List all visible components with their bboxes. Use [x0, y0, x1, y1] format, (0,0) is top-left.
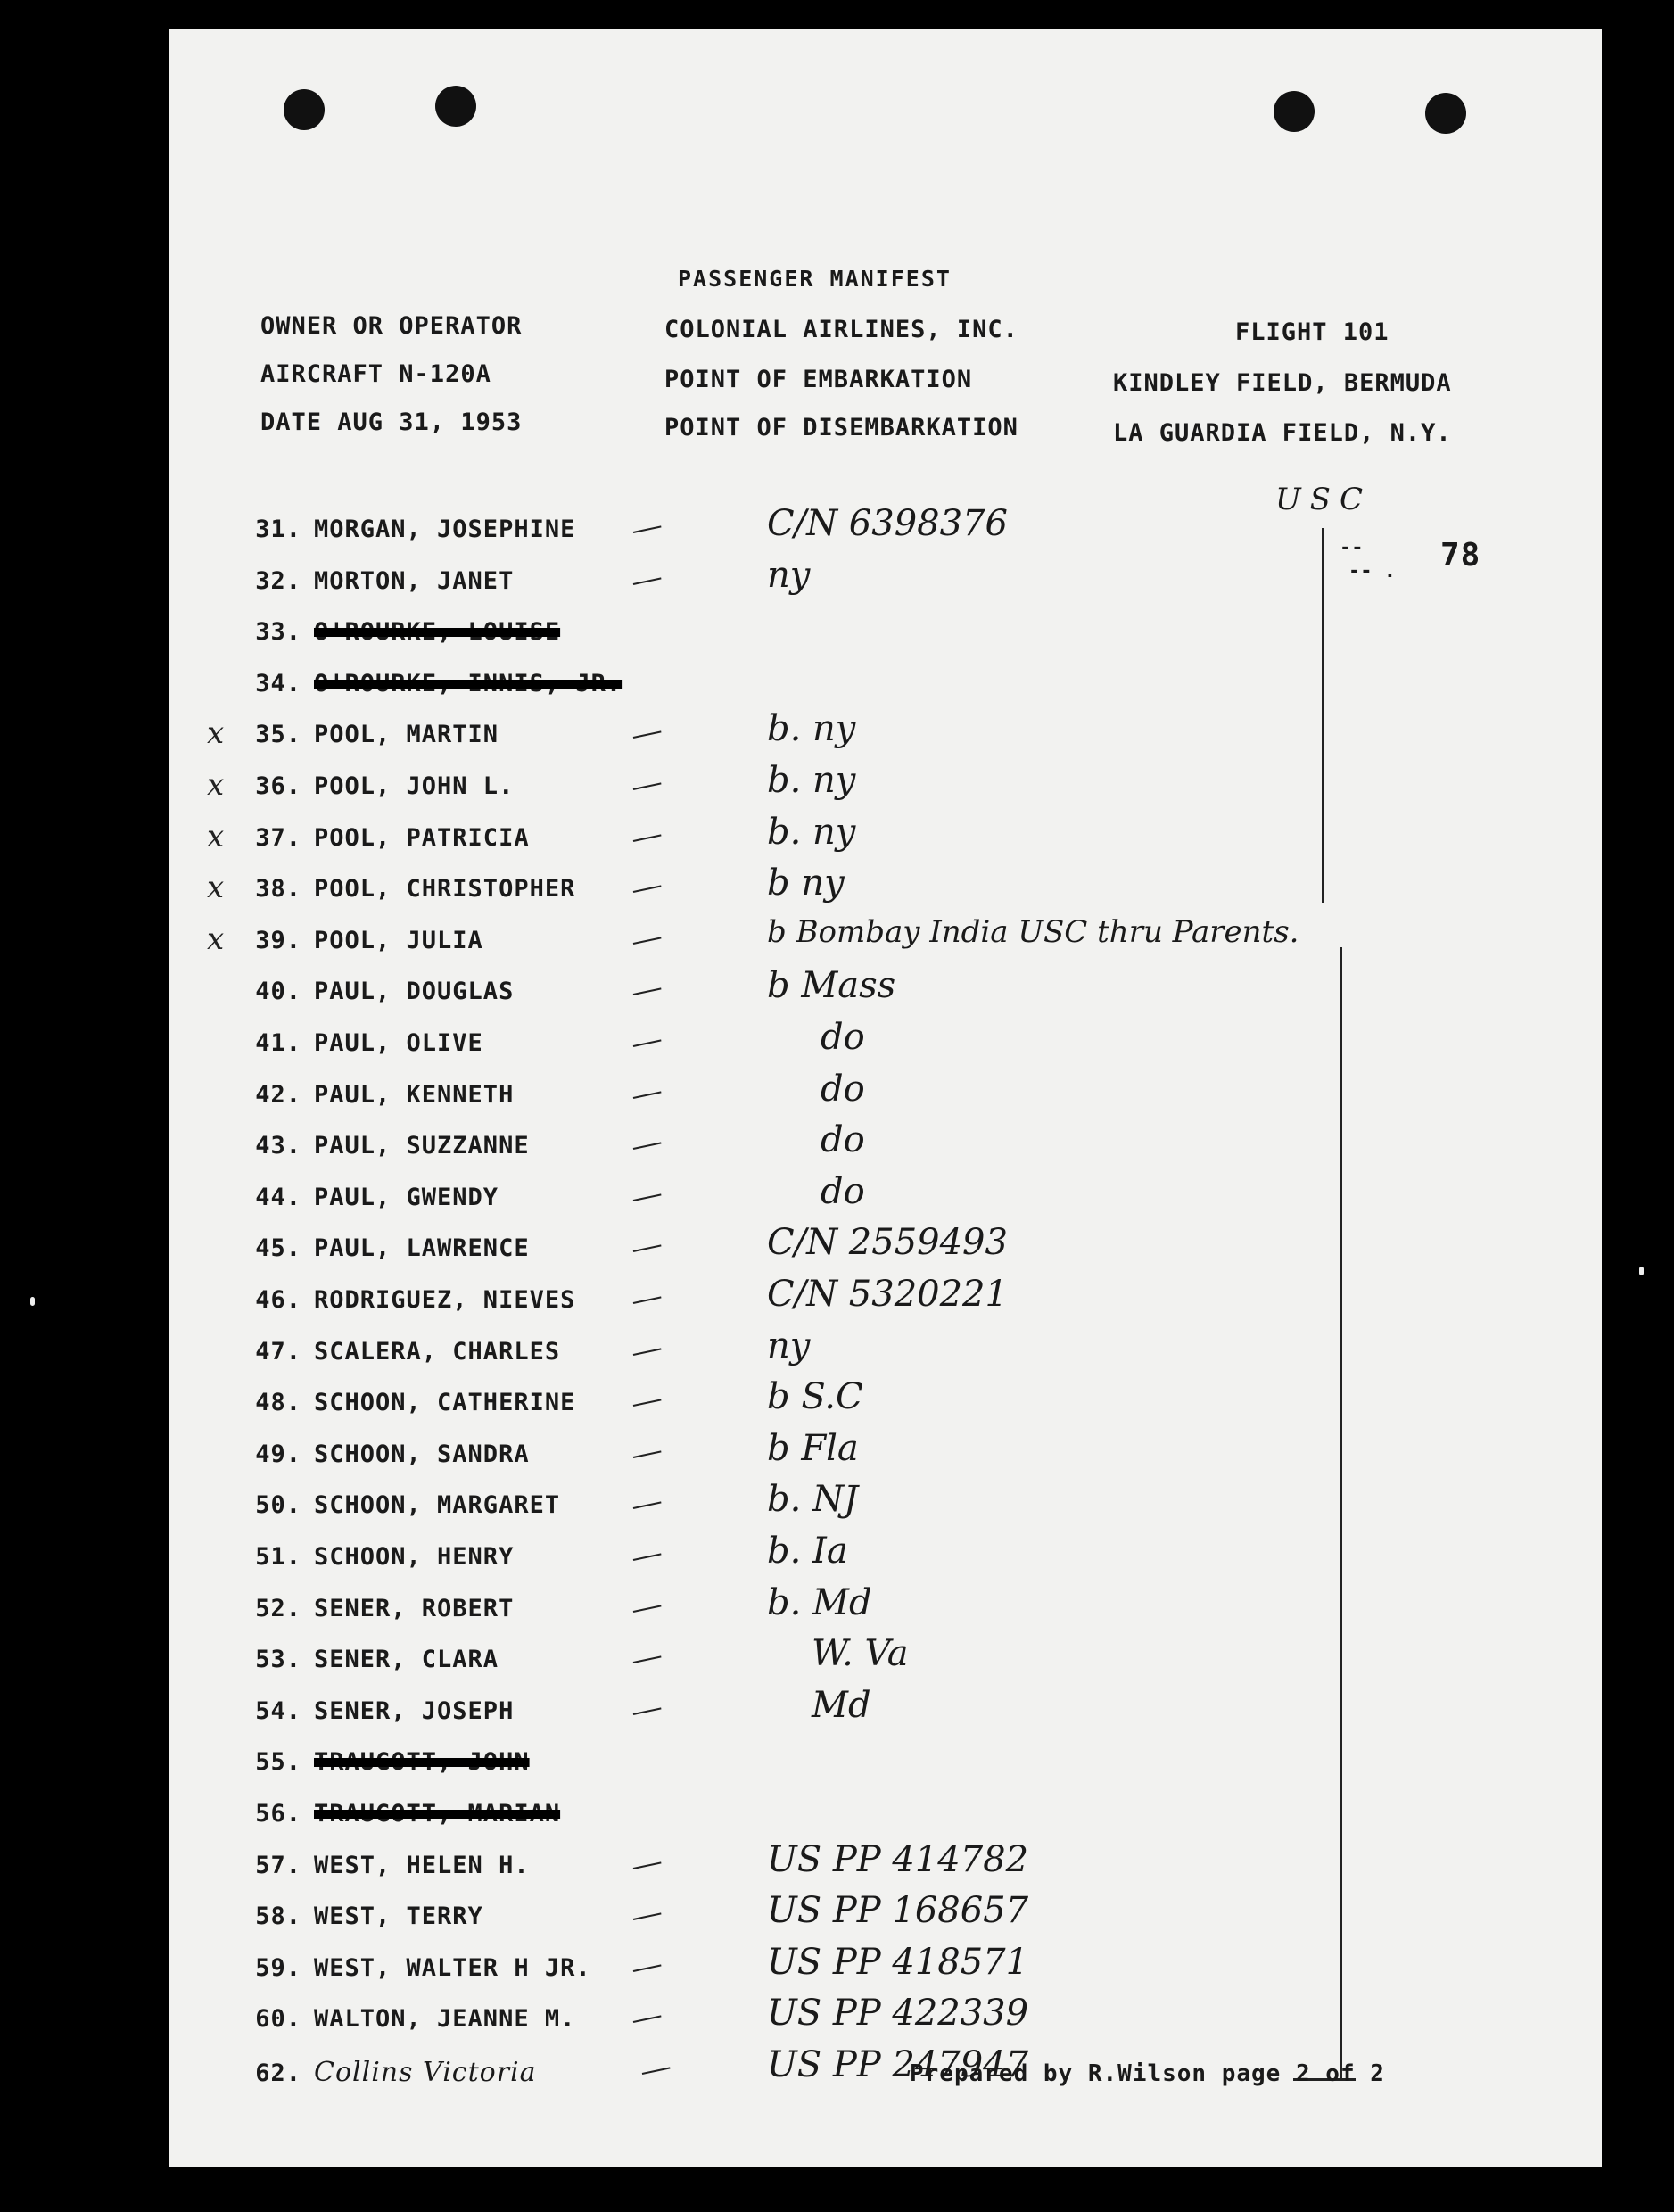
handwritten-note: b. ny [767, 812, 856, 853]
passenger-number: 48. [255, 1389, 301, 1416]
manifest-page [169, 29, 1602, 2167]
passenger-number: 57. [255, 1852, 301, 1879]
embarkation-label: POINT OF EMBARKATION [664, 366, 973, 393]
passenger-row [241, 978, 514, 1005]
handwritten-note: US PP 247947 [767, 2044, 1029, 2085]
passenger-number: 60. [255, 2005, 301, 2033]
passenger-name: PAUL, LAWRENCE [314, 1234, 530, 1262]
handwritten-note: b. Md [767, 1582, 872, 1623]
handwritten-note: do [821, 1171, 865, 1212]
passenger-name: SCALERA, CHARLES [314, 1338, 561, 1366]
passenger-number: 52. [255, 1595, 301, 1622]
check-tick [633, 1707, 662, 1715]
check-tick [633, 1450, 662, 1458]
passenger-name: MORGAN, JOSEPHINE [314, 516, 576, 543]
passenger-row [241, 2057, 537, 2088]
passenger-name: O'ROURKE, INNIS, JR. [314, 670, 623, 697]
check-tick [633, 1912, 662, 1920]
passenger-name: SENER, ROBERT [314, 1595, 515, 1622]
passenger-row [241, 567, 514, 595]
passenger-name: POOL, MARTIN [314, 721, 499, 748]
check-x-mark: x [207, 715, 225, 751]
handwritten-note: US PP 422339 [767, 1993, 1029, 2034]
passenger-name: RODRIGUEZ, NIEVES [314, 1286, 576, 1314]
passenger-name: PAUL, OLIVE [314, 1029, 483, 1057]
date-label: DATE AUG 31, 1953 [260, 409, 523, 436]
passenger-name: SCHOON, HENRY [314, 1543, 515, 1571]
passenger-number: 42. [255, 1081, 301, 1109]
check-tick [633, 525, 662, 533]
passenger-name: POOL, CHRISTOPHER [314, 875, 576, 903]
check-tick [633, 1091, 662, 1099]
handwritten-note: ny [767, 1325, 811, 1366]
passenger-row [241, 516, 575, 543]
handwritten-note: do [821, 1017, 865, 1058]
passenger-name: POOL, PATRICIA [314, 824, 530, 852]
passenger-name: WEST, TERRY [314, 1902, 483, 1930]
handwritten-note: do [821, 1119, 865, 1160]
aircraft-label: AIRCRAFT N-120A [260, 360, 491, 388]
check-tick [633, 1348, 662, 1356]
passenger-name: POOL, JULIA [314, 927, 483, 954]
passenger-row [241, 1286, 575, 1314]
passenger-name: SENER, CLARA [314, 1646, 499, 1673]
check-tick [633, 577, 662, 585]
passenger-name: O'ROURKE, LOUISE [314, 618, 561, 646]
check-tick [633, 937, 662, 945]
passenger-row [241, 1646, 499, 1673]
check-tick [633, 987, 662, 995]
passenger-number: 31. [255, 516, 301, 543]
passenger-row [241, 824, 530, 852]
passenger-name: SENER, JOSEPH [314, 1697, 515, 1725]
handwritten-note: Md [812, 1685, 871, 1726]
passenger-number: 49. [255, 1440, 301, 1468]
passenger-row [241, 1697, 514, 1725]
passenger-name: TRAUGOTT, MARIAN [314, 1800, 561, 1828]
check-tick [633, 730, 662, 739]
usc-annotation: USC [1275, 482, 1372, 517]
check-tick [633, 1039, 662, 1047]
handwritten-note: US PP 414782 [767, 1839, 1029, 1880]
passenger-number: 35. [255, 721, 301, 748]
flight-number: FLIGHT 101 [1235, 318, 1390, 346]
passenger-row [241, 1029, 483, 1057]
passenger-row [241, 1081, 514, 1109]
check-x-mark: x [207, 921, 225, 957]
passenger-number: 38. [255, 875, 301, 903]
passenger-row [241, 875, 575, 903]
check-tick [633, 885, 662, 893]
passenger-name: PAUL, SUZZANNE [314, 1132, 530, 1160]
passenger-name: WALTON, JEANNE M. [314, 2005, 576, 2033]
check-x-mark: x [207, 767, 225, 803]
passenger-number: 51. [255, 1543, 301, 1571]
passenger-name: Collins Victoria [314, 2057, 537, 2088]
check-tick [633, 1399, 662, 1407]
passenger-number: 45. [255, 1234, 301, 1262]
passenger-number: 34. [255, 670, 301, 697]
dash-mark: -- . [1348, 560, 1396, 582]
passenger-number: 54. [255, 1697, 301, 1725]
disembarkation-value: LA GUARDIA FIELD, N.Y. [1113, 419, 1452, 447]
handwritten-note: b. Ia [767, 1531, 848, 1572]
disembarkation-label: POINT OF DISEMBARKATION [664, 414, 1018, 442]
passenger-row [241, 721, 499, 748]
check-tick [633, 1296, 662, 1304]
passenger-row [241, 1543, 514, 1571]
handwritten-note: b. ny [767, 760, 856, 801]
edge-speck [1639, 1267, 1644, 1275]
passenger-name: PAUL, KENNETH [314, 1081, 515, 1109]
handwritten-note: b. ny [767, 708, 856, 749]
check-tick [633, 1655, 662, 1663]
handwritten-note: do [821, 1069, 865, 1110]
check-tick [633, 1501, 662, 1509]
passenger-row [241, 1132, 530, 1160]
handwritten-note: US PP 418571 [767, 1942, 1029, 1983]
punch-hole-right-2 [1425, 93, 1466, 134]
handwritten-note: b Bombay India USC thru Parents. [767, 914, 1299, 950]
edge-speck [30, 1297, 35, 1306]
handwritten-note: C/N 6398376 [767, 503, 1008, 544]
handwritten-note: b Mass [767, 965, 896, 1006]
passenger-row [241, 2005, 575, 2033]
passenger-row [241, 618, 560, 646]
check-x-mark: x [207, 870, 225, 905]
document-title: PASSENGER MANIFEST [678, 266, 952, 292]
passenger-number: 41. [255, 1029, 301, 1057]
check-tick [633, 1605, 662, 1613]
passenger-number: 58. [255, 1902, 301, 1930]
passenger-number: 40. [255, 978, 301, 1005]
passenger-name: MORTON, JANET [314, 567, 515, 595]
passenger-row [241, 1852, 530, 1879]
passenger-number: 33. [255, 618, 301, 646]
passenger-row [241, 1800, 560, 1828]
dash-mark: -- [1340, 537, 1364, 559]
check-tick [633, 1553, 662, 1561]
handwritten-note: C/N 5320221 [767, 1274, 1008, 1315]
handwritten-note: b. NJ [767, 1479, 859, 1520]
check-tick [642, 2067, 671, 2075]
passenger-row [241, 772, 514, 800]
passenger-number: 62. [255, 2059, 301, 2087]
passenger-name: SCHOON, SANDRA [314, 1440, 530, 1468]
passenger-row [241, 1338, 560, 1366]
check-tick [633, 782, 662, 790]
punch-hole-left-2 [435, 86, 476, 127]
check-tick [633, 1142, 662, 1150]
prepared-by-footer: Prepared by R.Wilson page 2 of 2 [910, 2060, 1385, 2087]
passenger-name: TRAUGOTT, JOHN [314, 1748, 530, 1776]
handwritten-note: b Fla [767, 1428, 859, 1469]
passenger-number: 56. [255, 1800, 301, 1828]
passenger-name: SCHOON, MARGARET [314, 1491, 561, 1519]
passenger-number: 46. [255, 1286, 301, 1314]
passenger-row [241, 1389, 575, 1416]
handwritten-note: C/N 2559493 [767, 1222, 1008, 1263]
bracket-line-upper [1322, 528, 1324, 903]
passenger-number: 53. [255, 1646, 301, 1673]
passenger-name: PAUL, DOUGLAS [314, 978, 515, 1005]
passenger-number: 55. [255, 1748, 301, 1776]
passenger-name: WEST, WALTER H JR. [314, 1954, 591, 1982]
handwritten-note: b ny [767, 863, 845, 904]
handwritten-note: W. Va [812, 1633, 909, 1674]
check-x-mark: x [207, 819, 225, 854]
passenger-name: POOL, JOHN L. [314, 772, 515, 800]
passenger-row [241, 927, 483, 954]
passenger-row [241, 1748, 530, 1776]
passenger-number: 59. [255, 1954, 301, 1982]
passenger-number: 50. [255, 1491, 301, 1519]
operator-value: COLONIAL AIRLINES, INC. [664, 316, 1018, 343]
passenger-number: 44. [255, 1184, 301, 1211]
check-tick [633, 1244, 662, 1252]
check-tick [633, 1964, 662, 1972]
passenger-row [241, 1234, 530, 1262]
bracket-line-lower [1340, 947, 1342, 2080]
passenger-number: 37. [255, 824, 301, 852]
embarkation-value: KINDLEY FIELD, BERMUDA [1113, 369, 1452, 397]
check-tick [633, 2015, 662, 2023]
check-tick [633, 1861, 662, 1869]
passenger-number: 32. [255, 567, 301, 595]
punch-hole-left-1 [284, 89, 325, 130]
passenger-row [241, 1902, 483, 1930]
check-tick [633, 834, 662, 842]
check-tick [633, 1193, 662, 1201]
passenger-row [241, 670, 622, 697]
passenger-name: PAUL, GWENDY [314, 1184, 499, 1211]
passenger-name: WEST, HELEN H. [314, 1852, 530, 1879]
owner-label: OWNER OR OPERATOR [260, 312, 523, 340]
handwritten-note: US PP 168657 [767, 1890, 1029, 1931]
passenger-row [241, 1440, 530, 1468]
passenger-row [241, 1954, 591, 1982]
passenger-number: 47. [255, 1338, 301, 1366]
punch-hole-right-1 [1274, 91, 1315, 132]
passenger-row [241, 1491, 560, 1519]
passenger-count-annotation: 78 [1440, 537, 1481, 574]
handwritten-note: ny [767, 555, 811, 596]
handwritten-note: b S.C [767, 1376, 863, 1417]
passenger-name: SCHOON, CATHERINE [314, 1389, 576, 1416]
passenger-number: 39. [255, 927, 301, 954]
passenger-row [241, 1595, 514, 1622]
passenger-row [241, 1184, 499, 1211]
passenger-number: 43. [255, 1132, 301, 1160]
passenger-number: 36. [255, 772, 301, 800]
